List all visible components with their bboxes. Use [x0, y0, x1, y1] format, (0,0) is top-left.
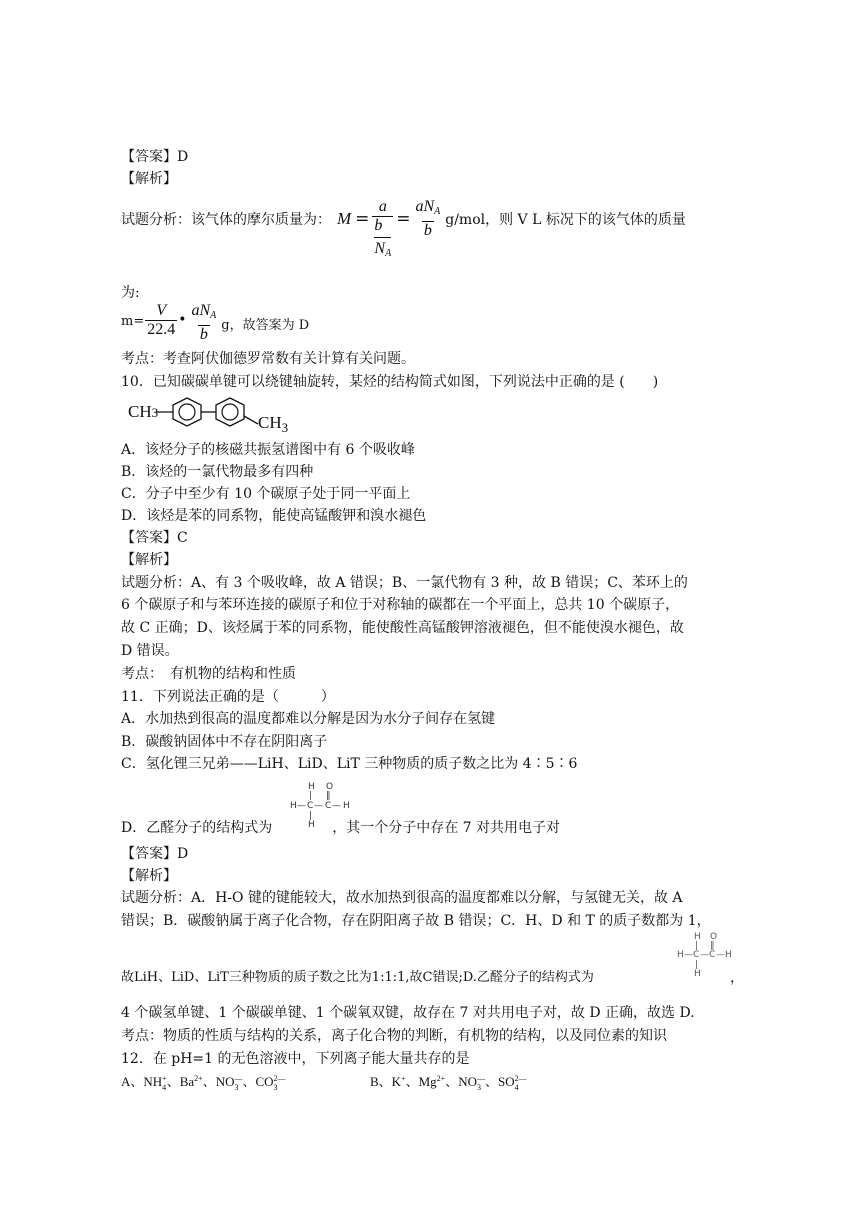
- q9-line2: 为:: [121, 285, 140, 301]
- q11-question: 11．下列说法正确的是（ ）: [121, 689, 335, 705]
- acetaldehyde-structure-2: H O | ‖ H — C — C — H | H: [677, 932, 732, 979]
- formula-eq: =: [355, 209, 370, 229]
- q10-analysis-line: 故 C 正确；D、该烃属于苯的同系物，能使酸性高锰酸钾溶液褪色，但不能使溴水褪色，故: [121, 620, 684, 636]
- formula-aNA-over-b-2: $\frac{aN_A}{b}$: [191, 302, 217, 343]
- m-prefix: m=: [121, 314, 145, 329]
- q11-analysis-line: 试题分析：A．H-O 键的键能较大，故水加热到很高的温度都难以分解，与氢键无关，故 A: [121, 890, 683, 906]
- ion-formula: SO 2— 4: [497, 1074, 527, 1093]
- formula-M: M: [337, 209, 352, 228]
- q11-option-a: A．水加热到很高的温度都难以分解是因为水分子间存在氢键: [121, 711, 496, 727]
- q10-question: 10．已知碳碳单键可以绕键轴旋转，某烃的结构简式如图，下列说法中正确的是 ( ): [121, 374, 659, 390]
- frac-b: b: [374, 217, 383, 234]
- q10-analysis-heading: 【解析】: [121, 552, 177, 568]
- q9-answer: 【答案】D: [121, 149, 189, 165]
- frac2-N: N: [423, 198, 435, 215]
- formula-nested-fraction: [372, 198, 393, 263]
- q11-analysis-line-3-suffix: ，: [730, 970, 744, 986]
- frac2-A: A: [434, 206, 441, 217]
- q10-kaodian: 考点： 有机物的结构和性质: [121, 666, 296, 682]
- frac-a: a: [378, 198, 387, 215]
- ion-formula: K + 、: [391, 1074, 419, 1089]
- q9-mass-line: [121, 302, 309, 344]
- q10-option-b: B．该烃的一氯代物最多有四种: [121, 464, 314, 480]
- formula-aNA-over-b: [413, 198, 442, 240]
- q11-answer: 【答案】D: [121, 846, 189, 862]
- q11-option-d: D．乙醛分子的结构式为 ，其一个分子中存在 7 对共用电子对: [121, 820, 561, 836]
- q10-analysis-line: D 错误。: [121, 643, 179, 659]
- formula-dot: •: [178, 312, 187, 328]
- m-suffix: g，故答案为 D: [221, 318, 310, 333]
- q11-analysis-line-4: 4 个碳氢单键、1 个碳碳单键、1 个碳氧双键，故存在 7 对共用电子对，故 D 正确，故选 D.: [121, 1005, 695, 1021]
- q9-molar-mass-line: [121, 198, 686, 263]
- ch3-right-label: $CH_3$: [258, 413, 289, 435]
- frac-NA: $N_A$: [374, 237, 391, 263]
- q11-option-b: B．碳酸钠固体中不存在阴阳离子: [121, 734, 328, 750]
- ion-formula: Mg 2+ 、: [418, 1074, 459, 1089]
- formula-V-over-22.4: [145, 302, 177, 339]
- ion-formula: NH + 4 、: [143, 1074, 180, 1093]
- q9-line1-suffix: g/mol，则 V L 标况下的该气体的质量: [445, 212, 686, 228]
- frac2-a: a: [415, 198, 424, 215]
- formula-eq-2: =: [396, 209, 411, 229]
- ion-formula: NO — 3 、: [458, 1074, 498, 1093]
- frac-b-over-NA: [372, 216, 393, 263]
- q11-analysis-line-3: 故LiH、LiD、LiT三种物质的质子数之比为1:1:1,故C错误;D.乙醛分子的结构式为: [121, 970, 594, 985]
- frac2-b: b: [423, 222, 432, 239]
- ion-formula: NO — 3 、: [215, 1074, 256, 1093]
- q10-option-a: A．该烃分子的核磁共振氢谱图中有 6 个吸收峰: [121, 442, 415, 458]
- acetaldehyde-structure: H O | ‖ H — C — C — H | H: [290, 782, 350, 830]
- q10-analysis-line: 6 个碳原子和与苯环连接的碳原子和位于对称轴的碳都在一个平面上，总共 10 个碳原子，: [121, 597, 680, 613]
- q11-option-c: C．氢化锂三兄弟——LiH、LiD、LiT 三种物质的质子数之比为 4∶5∶6: [121, 756, 578, 772]
- q9-line1-prefix: 试题分析：该气体的摩尔质量为：: [121, 212, 331, 228]
- frac-V: V: [156, 302, 167, 319]
- q11-analysis-heading: 【解析】: [121, 868, 177, 884]
- q12-question: 12．在 pH=1 的无色溶液中，下列离子能大量共存的是: [121, 1051, 470, 1067]
- q10-option-d: D．该烃是苯的同系物，能使高锰酸钾和溴水褪色: [121, 508, 427, 524]
- q11-kaodian: 考点：物质的性质与结构的关系，离子化合物的判断，有机物的结构，以及同位素的知识: [121, 1028, 667, 1044]
- q10-option-c: C．分子中至少有 10 个碳原子处于同一平面上: [121, 486, 411, 502]
- q9-analysis-heading: 【解析】: [121, 171, 177, 187]
- ion-formula: Ba 2+ 、: [179, 1074, 216, 1089]
- ch3-left-label: CH3: [128, 402, 159, 421]
- q12-option-b: B、K + 、Mg 2+ 、NO — 3 、SO 2— 4: [370, 1074, 527, 1093]
- q10-structure-figure: [126, 392, 296, 435]
- q11-analysis-line: 错误；B．碳酸钠属于离子化合物，存在阴阳离子故 B 错误；C．H、D 和 T 的质子数都为 1，: [121, 913, 711, 929]
- frac-22.4: 22.4: [147, 321, 176, 338]
- q10-analysis-line: 试题分析：A、有 3 个吸收峰，故 A 错误；B、一氯代物有 3 种，故 B 错误；C、苯环上的: [121, 575, 688, 591]
- q10-answer: 【答案】C: [121, 530, 188, 546]
- q9-kaodian: 考点：考查阿伏伽德罗常数有关计算有关问题。: [121, 351, 415, 367]
- q12-option-a: A、NH + 4 、Ba 2+ 、NO — 3 、CO 2— 3: [121, 1074, 286, 1093]
- ion-formula: CO 2— 3: [255, 1074, 286, 1093]
